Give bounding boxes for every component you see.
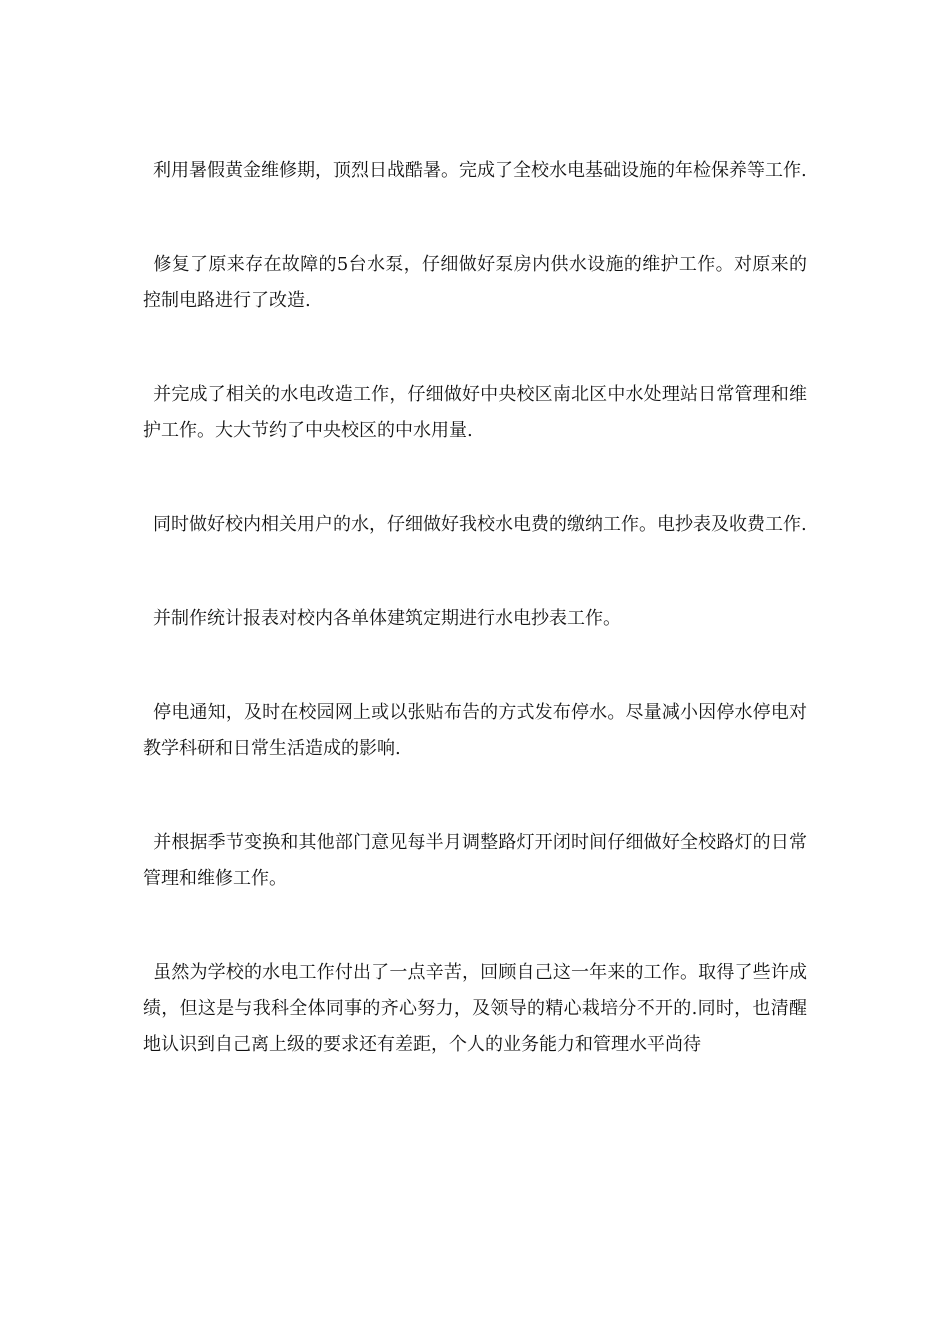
paragraph-7: 并根据季节变换和其他部门意见每半月调整路灯开闭时间仔细做好全校路灯的日常管理和维修工作。 — [143, 832, 807, 889]
paragraph-6: 停电通知，及时在校园网上或以张贴布告的方式发布停水。尽量减小因停水停电对教学科研和日常生活造成的影响. — [143, 702, 807, 759]
document-body — [143, 153, 807, 1121]
paragraph-4: 同时做好校内相关用户的水，仔细做好我校水电费的缴纳工作。电抄表及收费工作. — [153, 514, 807, 535]
paragraph-5: 并制作统计报表对校内各单体建筑定期进行水电抄表工作。 — [153, 608, 621, 629]
paragraph-1: 利用暑假黄金维修期，顶烈日战酷暑。完成了全校水电基础设施的年检保养等工作. — [153, 160, 807, 181]
paragraph-3: 并完成了相关的水电改造工作，仔细做好中央校区南北区中水处理站日常管理和维护工作。大大节约了中央校区的中水用量. — [143, 384, 807, 441]
paragraph-2: 修复了原来存在故障的5台水泵，仔细做好泵房内供水设施的维护工作。对原来的控制电路进行了改造. — [143, 254, 807, 311]
paragraph-8: 虽然为学校的水电工作付出了一点辛苦，回顾自己这一年来的工作。取得了些许成绩，但这是与我科全体同事的齐心努力，及领导的精心栽培分不开的.同时，也清醒地认识到自己离上级的要求还有差距，个人的业务能力和管理水平尚待 — [143, 962, 807, 1055]
